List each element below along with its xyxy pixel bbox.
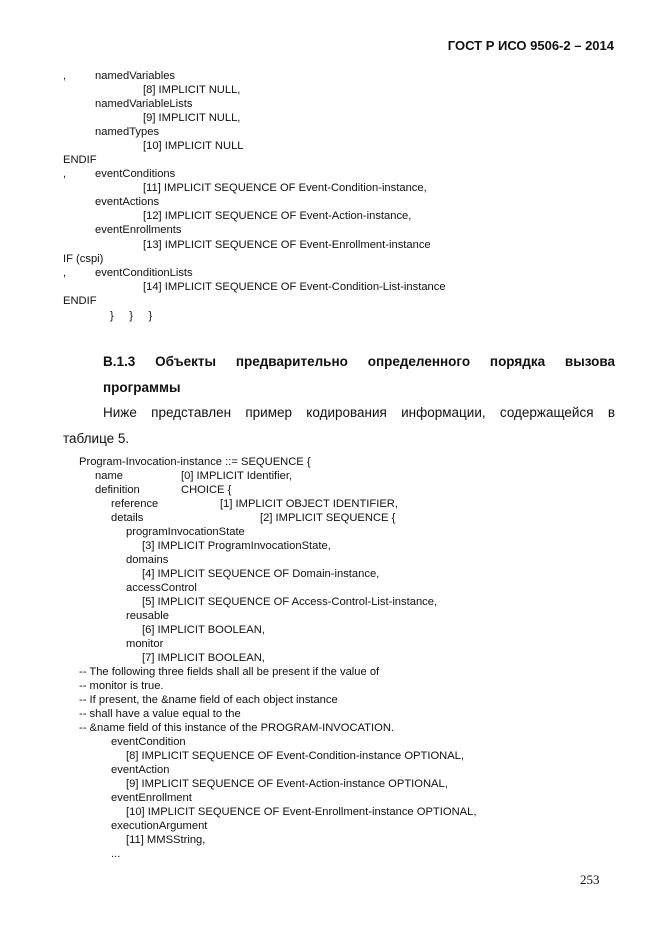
code-line: [11] IMPLICIT SEQUENCE OF Event-Condition-instance, (143, 182, 427, 194)
code-line: [3] IMPLICIT ProgramInvocationState, (142, 540, 331, 552)
code-line: accessControl (126, 582, 197, 594)
section-heading: B.1.3 Объекты предварительно определенного порядка вызова (103, 354, 615, 369)
code-line: [12] IMPLICIT SEQUENCE OF Event-Action-instance, (143, 210, 412, 222)
code-line: namedVariables (95, 70, 176, 82)
code-line: [7] IMPLICIT BOOLEAN, (142, 652, 265, 664)
code-line: Program-Invocation-instance ::= SEQUENCE { (79, 456, 311, 468)
code-line: CHOICE { (181, 484, 232, 496)
code-line: , (63, 70, 67, 82)
code-line: [10] IMPLICIT SEQUENCE OF Event-Enrollment-instance OPTIONAL, (126, 806, 477, 818)
code-comment: -- &name field of this instance of the PROGRAM-INVOCATION. (79, 722, 395, 734)
code-line: reusable (126, 610, 169, 622)
code-line: ENDIF (63, 154, 97, 166)
code-line: [0] IMPLICIT Identifier, (181, 470, 293, 482)
section-heading-cont: программы (103, 380, 181, 395)
intro-paragraph: Ниже представлен пример кодирования информации, содержащейся в (103, 405, 615, 420)
code-line: , (63, 168, 67, 180)
code-line: namedVariableLists (95, 98, 193, 110)
intro-paragraph-cont: таблице 5. (63, 431, 130, 446)
code-line: [5] IMPLICIT SEQUENCE OF Access-Control-List-instance, (142, 596, 438, 608)
code-comment: -- The following three fields shall all be present if the value of (79, 666, 380, 678)
code-line: namedTypes (95, 126, 160, 138)
code-line: name (95, 470, 123, 482)
code-line: definition (95, 484, 140, 496)
code-line: [11] MMSString, (126, 834, 206, 846)
code-line: details (111, 512, 144, 524)
code-line: eventActions (95, 196, 160, 208)
code-line: reference (111, 498, 159, 510)
code-line: ... (111, 848, 121, 860)
code-comment: -- If present, the &name field of each object instance (79, 694, 338, 706)
code-line: eventEnrollment (111, 792, 192, 804)
code-line: } } } (110, 310, 153, 322)
code-line: executionArgument (111, 820, 208, 832)
code-comment: -- monitor is true. (79, 680, 164, 692)
code-comment: -- shall have a value equal to the (79, 708, 241, 720)
code-line: [14] IMPLICIT SEQUENCE OF Event-Condition-List-instance (143, 281, 446, 293)
code-line: [9] IMPLICIT SEQUENCE OF Event-Action-instance OPTIONAL, (126, 778, 448, 790)
code-line: [2] IMPLICIT SEQUENCE { (260, 512, 396, 524)
code-line: [8] IMPLICIT NULL, (143, 84, 241, 96)
code-line: [6] IMPLICIT BOOLEAN, (142, 624, 265, 636)
code-line: [4] IMPLICIT SEQUENCE OF Domain-instance, (142, 568, 380, 580)
code-line: [1] IMPLICIT OBJECT IDENTIFIER, (220, 498, 398, 510)
page-number: 253 (580, 872, 600, 887)
code-line: , (63, 267, 67, 279)
code-line: eventConditionLists (95, 267, 193, 279)
code-line: [8] IMPLICIT SEQUENCE OF Event-Condition-instance OPTIONAL, (126, 750, 465, 762)
document-header: ГОСТ Р ИСО 9506-2 – 2014 (447, 38, 614, 53)
code-line: domains (126, 554, 169, 566)
code-line: monitor (126, 638, 164, 650)
code-line: eventCondition (111, 736, 186, 748)
code-line: [10] IMPLICIT NULL (143, 140, 244, 152)
code-line: [9] IMPLICIT NULL, (143, 112, 241, 124)
code-line: eventEnrollments (95, 224, 182, 236)
code-line: ENDIF (63, 295, 97, 307)
code-line: eventConditions (95, 168, 176, 180)
code-line: [13] IMPLICIT SEQUENCE OF Event-Enrollment-instance (143, 239, 431, 251)
code-line: eventAction (111, 764, 170, 776)
code-line: programInvocationState (126, 526, 245, 538)
code-line: IF (cspi) (63, 253, 104, 265)
